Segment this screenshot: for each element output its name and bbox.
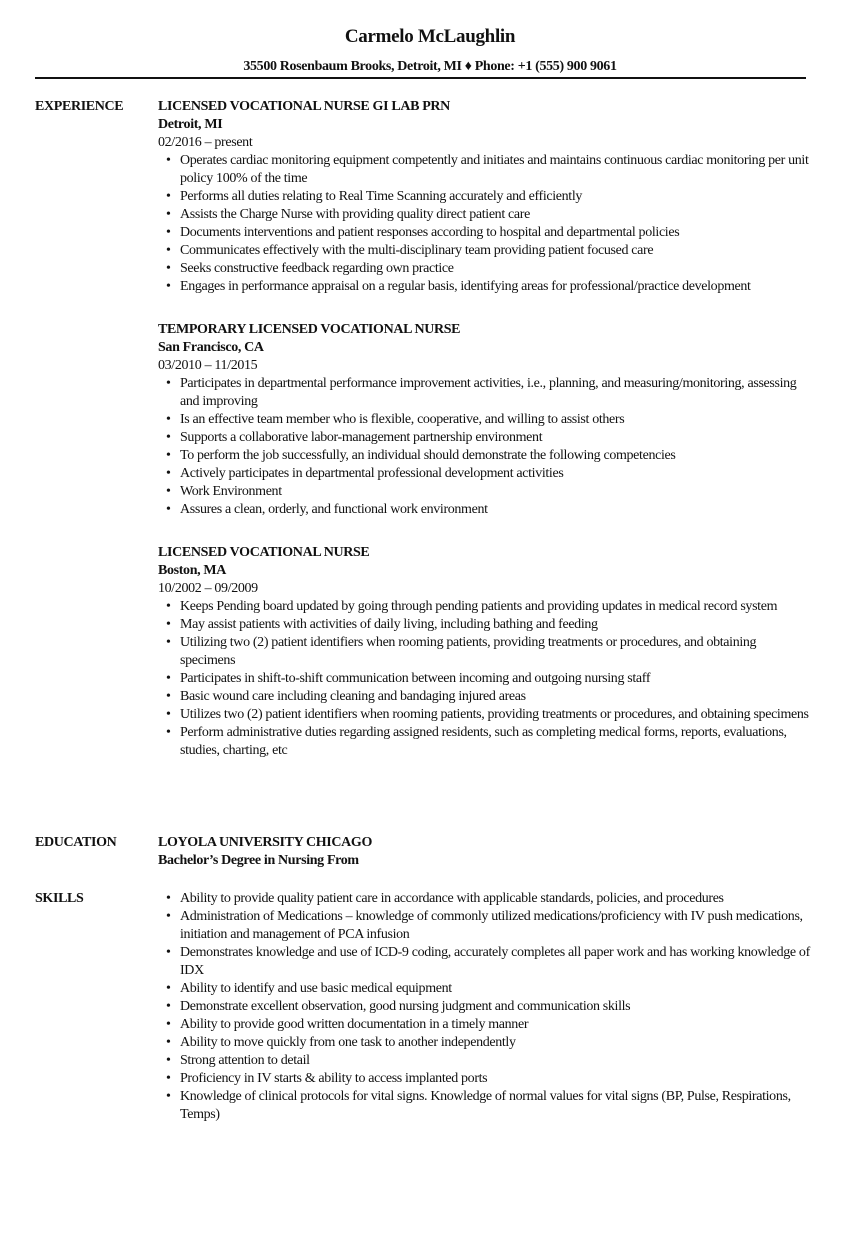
skill-item: • Knowledge of clinical protocols for vital signs. Knowledge of normal values for vital signs (BP, Pulse, Respirations, Temps) (158, 1088, 810, 1124)
job-bullets (158, 598, 808, 760)
job-entry (158, 544, 808, 760)
job-bullet: • Communicates effectively with the multi-disciplinary team providing patient focused care (158, 242, 810, 260)
job-location: Boston, MA (158, 563, 227, 578)
experience-list (158, 98, 808, 785)
job-title: LICENSED VOCATIONAL NURSE (158, 545, 370, 560)
job-bullet: • Supports a collaborative labor-management partnership environment (158, 429, 810, 447)
job-bullet: • May assist patients with activities of daily living, including bathing and feeding (158, 616, 810, 634)
job-dates: 10/2002 – 09/2009 (158, 581, 258, 596)
job-entry (158, 98, 808, 296)
job-bullet: • Participates in shift-to-shift communication between incoming and outgoing nursing staff (158, 670, 810, 688)
skill-item: • Strong attention to detail (158, 1052, 810, 1070)
job-title: LICENSED VOCATIONAL NURSE GI LAB PRN (158, 99, 450, 114)
job-bullet: • Operates cardiac monitoring equipment competently and initiates and maintains continuous cardiac monitoring per unit policy 100% of the time (158, 152, 810, 188)
skills-entry (158, 890, 808, 1124)
job-entry (158, 321, 808, 519)
skill-item: • Ability to provide quality patient care in accordance with applicable standards, policies, and procedures (158, 890, 810, 908)
section-label-experience: EXPERIENCE (35, 99, 124, 114)
job-location: San Francisco, CA (158, 340, 264, 355)
school-name: LOYOLA UNIVERSITY CHICAGO (158, 835, 372, 850)
skill-item: • Administration of Medications – knowledge of commonly utilized medications/proficiency with IV push medications, initiation and management of PCA infusion (158, 908, 810, 944)
job-bullet: • Work Environment (158, 483, 810, 501)
degree: Bachelor’s Degree in Nursing From (158, 853, 359, 868)
section-label-skills: SKILLS (35, 891, 84, 906)
job-bullet: • Documents interventions and patient responses according to hospital and departmental policies (158, 224, 810, 242)
skill-item: • Proficiency in IV starts & ability to access implanted ports (158, 1070, 810, 1088)
job-bullets (158, 152, 808, 296)
skill-item: • Ability to provide good written documentation in a timely manner (158, 1016, 810, 1034)
contact-info: 35500 Rosenbaum Brooks, Detroit, MI ♦ Phone: +1 (555) 900 9061 (243, 59, 617, 74)
skill-item: • Ability to move quickly from one task to another independently (158, 1034, 810, 1052)
education-entry (158, 834, 808, 870)
skill-item: • Ability to identify and use basic medical equipment (158, 980, 810, 998)
job-bullet: • Actively participates in departmental professional development activities (158, 465, 810, 483)
header-divider (35, 77, 806, 79)
job-bullet: • Perform administrative duties regarding assigned residents, such as completing medical forms, reports, evaluations, studies, charting, etc (158, 724, 810, 760)
job-bullets (158, 375, 808, 519)
job-bullet: • Participates in departmental performance improvement activities, i.e., planning, and measuring/monitoring, assessing and improving (158, 375, 810, 411)
job-bullet: • Performs all duties relating to Real Time Scanning accurately and efficiently (158, 188, 810, 206)
job-bullet: • Keeps Pending board updated by going through pending patients and providing updates in medical record system (158, 598, 810, 616)
job-dates: 02/2016 – present (158, 135, 253, 150)
job-bullet: • Assures a clean, orderly, and functional work environment (158, 501, 810, 519)
job-location: Detroit, MI (158, 117, 223, 132)
job-bullet: • Utilizes two (2) patient identifiers when rooming patients, providing treatments or procedures, and obtaining specimens (158, 706, 810, 724)
job-bullet: • Assists the Charge Nurse with providing quality direct patient care (158, 206, 810, 224)
job-bullet: • Utilizing two (2) patient identifiers when rooming patients, providing treatments or procedures, and obtaining specimens (158, 634, 810, 670)
job-dates: 03/2010 – 11/2015 (158, 358, 258, 373)
job-bullet: • To perform the job successfully, an individual should demonstrate the following competencies (158, 447, 810, 465)
skill-item: • Demonstrates knowledge and use of ICD-9 coding, accurately completes all paper work and has working knowledge of IDX (158, 944, 810, 980)
job-bullet: • Engages in performance appraisal on a regular basis, identifying areas for professional/practice development (158, 278, 810, 296)
job-bullet: • Seeks constructive feedback regarding own practice (158, 260, 810, 278)
job-bullet: • Basic wound care including cleaning and bandaging injured areas (158, 688, 810, 706)
candidate-name: Carmelo McLaughlin (344, 26, 516, 47)
job-title: TEMPORARY LICENSED VOCATIONAL NURSE (158, 322, 461, 337)
job-bullet: • Is an effective team member who is flexible, cooperative, and willing to assist others (158, 411, 810, 429)
skill-item: • Demonstrate excellent observation, good nursing judgment and communication skills (158, 998, 810, 1016)
skills-list (158, 890, 808, 1124)
section-label-education: EDUCATION (35, 835, 117, 850)
